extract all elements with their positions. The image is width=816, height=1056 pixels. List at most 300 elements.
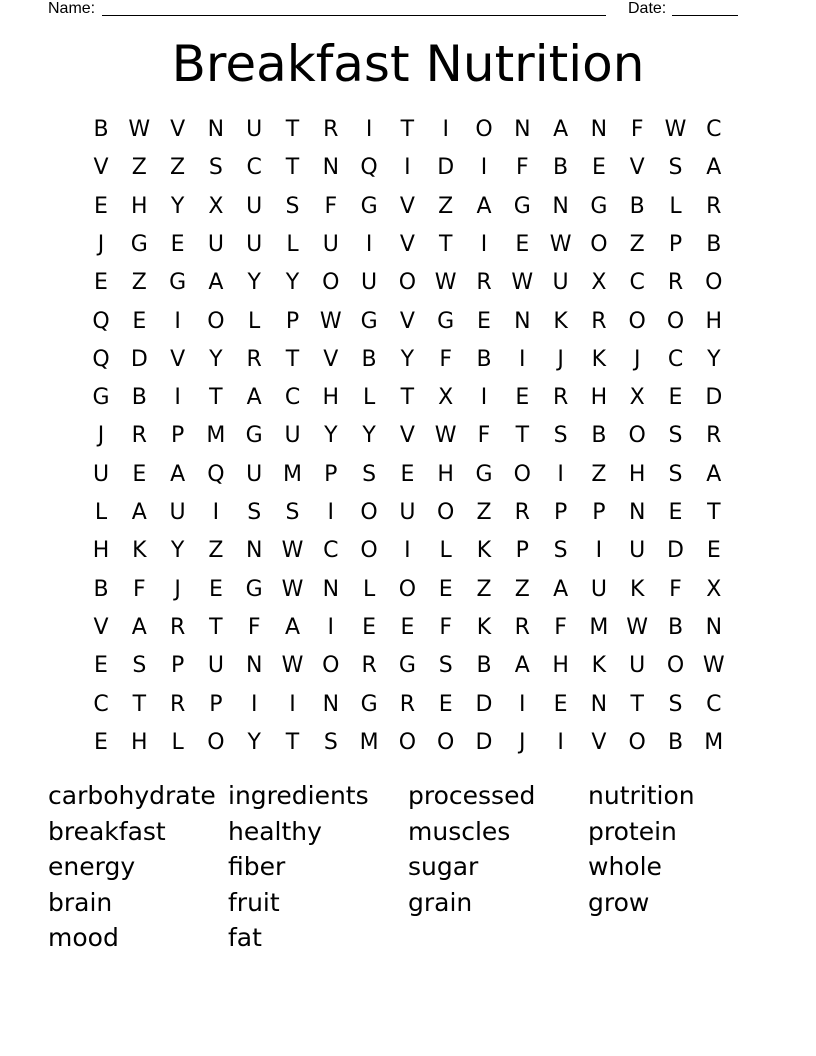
grid-letter: G <box>475 461 493 487</box>
page-title: Breakfast Nutrition <box>171 35 645 93</box>
grid-letter: W <box>434 423 457 449</box>
grid-letter: E <box>668 385 683 411</box>
grid-letter: P <box>170 653 185 679</box>
grid-letter: L <box>362 576 376 602</box>
grid-letter: B <box>361 346 377 372</box>
grid-letter: R <box>169 691 186 717</box>
grid-letter: K <box>476 614 492 640</box>
grid-letter: S <box>132 653 147 679</box>
grid-letter: U <box>92 461 110 487</box>
grid-letter: Z <box>131 155 147 181</box>
grid-letter: N <box>705 614 723 640</box>
word-bank-item: ingredients <box>228 781 369 810</box>
grid-letter: P <box>170 423 185 449</box>
grid-letter: R <box>514 614 530 640</box>
grid-letter: V <box>399 308 415 334</box>
grid-letter: U <box>246 117 263 142</box>
grid-letter: P <box>553 500 568 525</box>
grid-letter: R <box>514 500 530 525</box>
grid-letter: V <box>399 423 415 449</box>
grid-letter: R <box>361 653 377 679</box>
grid-letter: Q <box>92 346 110 372</box>
grid-letter: C <box>667 346 684 372</box>
grid-letter: G <box>398 653 416 679</box>
grid-letter: I <box>365 117 373 142</box>
grid-letter: I <box>404 538 411 564</box>
grid-letter: E <box>94 653 108 679</box>
grid-letter: H <box>131 193 148 219</box>
grid-letter: O <box>207 729 225 755</box>
word-bank-item: sugar <box>408 852 479 881</box>
grid-letter: D <box>667 538 684 564</box>
grid-letter: A <box>514 653 530 679</box>
word-bank-item: fiber <box>228 852 286 881</box>
grid-letter: U <box>169 500 186 525</box>
grid-letter: Y <box>247 729 261 755</box>
grid-letter: N <box>245 653 263 679</box>
grid-letter: V <box>93 155 109 181</box>
grid-letter: G <box>169 270 187 296</box>
grid-letter: K <box>591 653 607 679</box>
word-bank-item: muscles <box>408 816 511 846</box>
grid-letter: E <box>400 614 415 640</box>
grid-letter: S <box>323 729 338 755</box>
grid-letter: V <box>323 346 339 372</box>
grid-letter: E <box>438 691 453 717</box>
grid-letter: D <box>475 691 493 717</box>
grid-letter: C <box>706 117 722 142</box>
grid-letter: G <box>92 385 110 411</box>
grid-letter: O <box>628 729 646 755</box>
grid-letter: O <box>705 270 723 296</box>
grid-letter: O <box>437 500 455 525</box>
grid-letter: V <box>399 193 415 219</box>
grid-letter: U <box>590 576 607 602</box>
grid-letter: L <box>94 500 108 525</box>
word-bank-item: whole <box>588 852 662 881</box>
grid-letter: Z <box>208 538 224 564</box>
grid-letter: L <box>362 385 376 411</box>
grid-letter: H <box>131 729 148 755</box>
grid-letter: I <box>480 385 488 411</box>
grid-letter: E <box>94 193 108 219</box>
grid-letter: V <box>93 614 109 640</box>
grid-letter: W <box>511 270 534 296</box>
grid-letter: S <box>668 423 683 449</box>
grid-letter: P <box>324 461 338 487</box>
grid-letter: U <box>552 270 569 296</box>
grid-letter: L <box>286 231 299 257</box>
grid-letter: C <box>246 155 262 181</box>
grid-letter: O <box>666 653 685 679</box>
grid-letter: R <box>131 423 147 449</box>
grid-letter: Y <box>209 346 223 372</box>
grid-letter: M <box>359 729 379 755</box>
grid-letter: W <box>702 653 725 679</box>
grid-letter: H <box>92 538 110 564</box>
grid-letter: Z <box>170 155 186 181</box>
grid-letter: W <box>626 614 649 640</box>
grid-letter: P <box>515 538 529 564</box>
grid-letter: O <box>628 308 646 334</box>
grid-letter: T <box>285 729 300 755</box>
word-bank-item: mood <box>48 923 119 952</box>
grid-letter: Z <box>629 231 645 257</box>
name-label: Name: <box>48 0 96 17</box>
grid-letter: W <box>664 117 687 142</box>
grid-letter: N <box>590 117 608 142</box>
grid-letter: S <box>668 155 683 181</box>
grid-letter: R <box>476 270 492 296</box>
grid-letter: O <box>666 308 685 334</box>
grid-letter: K <box>132 538 147 564</box>
grid-letter: W <box>281 653 304 679</box>
grid-letter: M <box>589 614 609 640</box>
grid-letter: Y <box>707 346 721 372</box>
grid-letter: G <box>130 231 148 257</box>
grid-letter: E <box>170 231 185 257</box>
word-bank-item: nutrition <box>588 781 695 810</box>
grid-letter: Y <box>324 423 338 449</box>
grid-letter: X <box>629 385 645 411</box>
grid-letter: I <box>442 117 449 142</box>
grid-letter: O <box>360 538 378 564</box>
grid-letter: G <box>360 691 378 717</box>
grid-letter: R <box>246 346 262 372</box>
grid-letter: W <box>319 308 342 334</box>
grid-letter: O <box>628 423 646 449</box>
grid-letter: Q <box>207 461 225 487</box>
grid-letter: N <box>322 576 340 602</box>
grid-letter: D <box>130 346 148 372</box>
grid-letter: M <box>206 423 226 449</box>
grid-letter: O <box>360 500 378 525</box>
grid-letter: G <box>360 308 378 334</box>
grid-letter: S <box>438 653 453 679</box>
grid-letter: I <box>327 614 335 640</box>
grid-letter: V <box>591 729 607 755</box>
grid-letter: A <box>208 270 224 296</box>
grid-letter: K <box>591 346 607 372</box>
grid-letter: Z <box>438 193 454 219</box>
word-bank <box>48 781 788 961</box>
grid-letter: J <box>97 423 105 449</box>
grid-letter: C <box>629 270 645 296</box>
grid-letter: I <box>327 500 335 525</box>
grid-letter: F <box>324 193 338 219</box>
grid-letter: Y <box>285 270 300 296</box>
grid-letter: N <box>322 155 340 181</box>
grid-letter: E <box>94 270 108 296</box>
grid-letter: R <box>667 270 684 296</box>
grid-letter: H <box>322 385 340 411</box>
grid-letter: U <box>207 231 224 257</box>
grid-letter: I <box>480 231 488 257</box>
grid-letter: I <box>404 155 411 181</box>
grid-letter: S <box>285 500 300 525</box>
grid-letter: F <box>669 576 682 602</box>
grid-letter: Q <box>92 308 110 334</box>
grid-letter: T <box>400 117 415 142</box>
grid-letter: J <box>174 576 181 602</box>
grid-letter: A <box>131 614 147 640</box>
grid-letter: A <box>284 614 301 640</box>
grid-letter: E <box>515 231 530 257</box>
grid-letter: A <box>246 385 262 411</box>
grid-letter: T <box>132 691 147 717</box>
grid-letter: U <box>322 231 339 257</box>
grid-letter: O <box>398 270 417 296</box>
grid-letter: R <box>323 117 339 142</box>
grid-letter: E <box>132 308 147 334</box>
grid-letter: F <box>554 614 567 640</box>
grid-letter: T <box>400 385 415 411</box>
grid-letter: L <box>248 308 261 334</box>
grid-letter: R <box>552 385 569 411</box>
grid-letter: X <box>208 193 224 219</box>
grid-letter: R <box>399 691 416 717</box>
grid-letter: S <box>553 423 568 449</box>
grid-letter: L <box>669 193 682 219</box>
grid-letter: S <box>208 155 223 181</box>
grid-letter: U <box>629 538 646 564</box>
grid-letter: G <box>245 576 263 602</box>
grid-letter: Z <box>514 576 530 602</box>
grid-letter: T <box>515 423 530 449</box>
grid-letter: T <box>285 117 300 142</box>
grid-letter: U <box>629 653 646 679</box>
grid-letter: I <box>365 231 373 257</box>
grid-letter: E <box>94 729 108 755</box>
grid-letter: T <box>209 614 223 640</box>
grid-letter: V <box>170 346 186 372</box>
grid-letter: F <box>132 576 146 602</box>
grid-letter: B <box>667 614 684 640</box>
date-label: Date: <box>628 0 667 17</box>
grid-letter: B <box>476 653 492 679</box>
grid-letter: L <box>171 729 184 755</box>
grid-letter: B <box>667 729 684 755</box>
grid-letter: N <box>552 193 569 219</box>
grid-letter: J <box>633 346 641 372</box>
grid-letter: R <box>706 193 722 219</box>
grid-letter: G <box>360 193 378 219</box>
grid-letter: N <box>322 691 340 717</box>
grid-letter: A <box>476 193 492 219</box>
grid-letter: L <box>439 538 452 564</box>
grid-letter: Z <box>591 461 607 487</box>
word-bank-item: healthy <box>228 816 322 846</box>
word-bank-item: processed <box>408 781 536 810</box>
grid-letter: I <box>480 155 488 181</box>
grid-letter: W <box>549 231 572 257</box>
grid-letter: N <box>514 308 531 334</box>
grid-letter: E <box>132 461 147 487</box>
grid-letter: Y <box>170 538 185 564</box>
grid-letter: A <box>706 155 722 181</box>
grid-letter: I <box>174 308 181 334</box>
word-bank-item: carbohydrate <box>48 781 216 810</box>
grid-letter: T <box>285 155 300 181</box>
grid-letter: Y <box>400 346 415 372</box>
grid-letter: H <box>437 461 454 487</box>
grid-letter: O <box>398 729 417 755</box>
grid-letter: W <box>281 538 304 564</box>
grid-letter: I <box>212 500 220 525</box>
grid-letter: A <box>131 500 147 525</box>
grid-letter: O <box>590 231 608 257</box>
grid-letter: N <box>514 117 531 142</box>
grid-letter: R <box>169 614 186 640</box>
grid-letter: H <box>552 653 569 679</box>
grid-letter: D <box>475 729 493 755</box>
grid-letter: P <box>285 308 300 334</box>
grid-letter: B <box>131 385 147 411</box>
grid-letter: T <box>285 346 300 372</box>
grid-letter: E <box>438 576 453 602</box>
grid-letter: C <box>323 538 339 564</box>
grid-letter: B <box>93 117 109 142</box>
grid-letter: Q <box>360 155 378 181</box>
word-bank-item: grow <box>588 887 650 917</box>
grid-letter: I <box>519 691 526 717</box>
grid-letter: G <box>513 193 531 219</box>
grid-letter: C <box>93 691 109 717</box>
word-bank-item: brain <box>48 887 113 917</box>
grid-letter: S <box>247 500 262 525</box>
grid-letter: O <box>322 653 340 679</box>
grid-letter: I <box>519 346 526 372</box>
grid-letter: O <box>398 576 417 602</box>
grid-letter: H <box>590 385 608 411</box>
grid-letter: G <box>437 308 455 334</box>
word-bank-item: fruit <box>228 887 280 917</box>
grid-letter: Z <box>476 500 492 525</box>
grid-letter: W <box>434 270 457 296</box>
grid-letter: I <box>557 461 564 487</box>
grid-letter: K <box>629 576 645 602</box>
grid-letter: D <box>437 155 455 181</box>
grid-letter: S <box>285 193 300 219</box>
grid-letter: B <box>476 346 492 372</box>
grid-letter: U <box>207 653 224 679</box>
grid-letter: F <box>477 423 491 449</box>
grid-letter: O <box>475 117 493 142</box>
grid-letter: U <box>246 193 263 219</box>
grid-letter: C <box>284 385 301 411</box>
grid-letter: E <box>591 155 606 181</box>
grid-letter: T <box>707 500 721 525</box>
grid-letter: R <box>706 423 722 449</box>
grid-letter: Y <box>170 193 185 219</box>
grid-letter: S <box>553 538 568 564</box>
grid-letter: J <box>97 231 105 257</box>
grid-letter: X <box>438 385 454 411</box>
grid-letter: A <box>706 461 722 487</box>
grid-letter: T <box>630 691 644 717</box>
grid-letter: U <box>361 270 378 296</box>
grid-letter: F <box>439 346 453 372</box>
grid-letter: M <box>283 461 302 487</box>
grid-letter: I <box>289 691 296 717</box>
grid-letter: U <box>399 500 416 525</box>
grid-letter: I <box>595 538 603 564</box>
grid-letter: F <box>630 117 644 142</box>
grid-letter: G <box>245 423 263 449</box>
grid-letter: X <box>706 576 722 602</box>
grid-letter: N <box>245 538 263 564</box>
word-bank-item: grain <box>408 887 473 917</box>
grid-letter: Y <box>247 270 261 296</box>
grid-letter: S <box>668 461 683 487</box>
grid-letter: K <box>476 538 492 564</box>
grid-letter: E <box>400 461 415 487</box>
grid-letter: T <box>438 231 453 257</box>
grid-letter: E <box>515 385 530 411</box>
grid-letter: E <box>208 576 223 602</box>
grid-letter: H <box>628 461 646 487</box>
grid-letter: I <box>250 691 258 717</box>
grid-letter: W <box>128 117 151 142</box>
grid-letter: N <box>207 117 225 142</box>
grid-letter: T <box>209 385 223 411</box>
grid-letter: A <box>553 576 569 602</box>
grid-letter: O <box>322 270 340 296</box>
grid-letter: X <box>591 270 607 296</box>
grid-letter: F <box>515 155 529 181</box>
grid-letter: F <box>439 614 453 640</box>
word-bank-item: protein <box>588 816 677 846</box>
grid-letter: B <box>93 576 109 602</box>
grid-letter: G <box>590 193 608 219</box>
grid-letter: B <box>706 231 722 257</box>
grid-letter: V <box>170 117 186 142</box>
grid-letter: O <box>207 308 225 334</box>
grid-letter: S <box>362 461 377 487</box>
grid-letter: Z <box>131 270 147 296</box>
grid-letter: N <box>590 691 608 717</box>
grid-letter: B <box>591 423 607 449</box>
grid-letter: J <box>557 346 564 372</box>
grid-letter: P <box>209 691 223 717</box>
grid-letter: V <box>399 231 415 257</box>
grid-letter: E <box>477 308 491 334</box>
grid-letter: S <box>668 691 683 717</box>
grid-letter: H <box>705 308 723 334</box>
grid-letter: A <box>553 117 569 142</box>
grid-letter: M <box>704 729 724 755</box>
grid-letter: V <box>629 155 645 181</box>
grid-letter: A <box>170 461 186 487</box>
grid-letter: E <box>706 538 721 564</box>
grid-letter: N <box>628 500 646 525</box>
grid-letter: D <box>705 385 723 411</box>
grid-letter: O <box>513 461 531 487</box>
grid-letter: I <box>174 385 181 411</box>
grid-letter: Z <box>476 576 492 602</box>
grid-letter: J <box>519 729 526 755</box>
grid-letter: B <box>553 155 569 181</box>
grid-letter: U <box>246 461 263 487</box>
grid-letter: B <box>629 193 645 219</box>
grid-letter: F <box>247 614 261 640</box>
grid-letter: C <box>706 691 722 717</box>
grid-letter: W <box>281 576 304 602</box>
grid-letter: E <box>668 500 683 525</box>
grid-letter: E <box>553 691 568 717</box>
word-bank-item: energy <box>48 852 136 881</box>
grid-letter: O <box>437 729 455 755</box>
